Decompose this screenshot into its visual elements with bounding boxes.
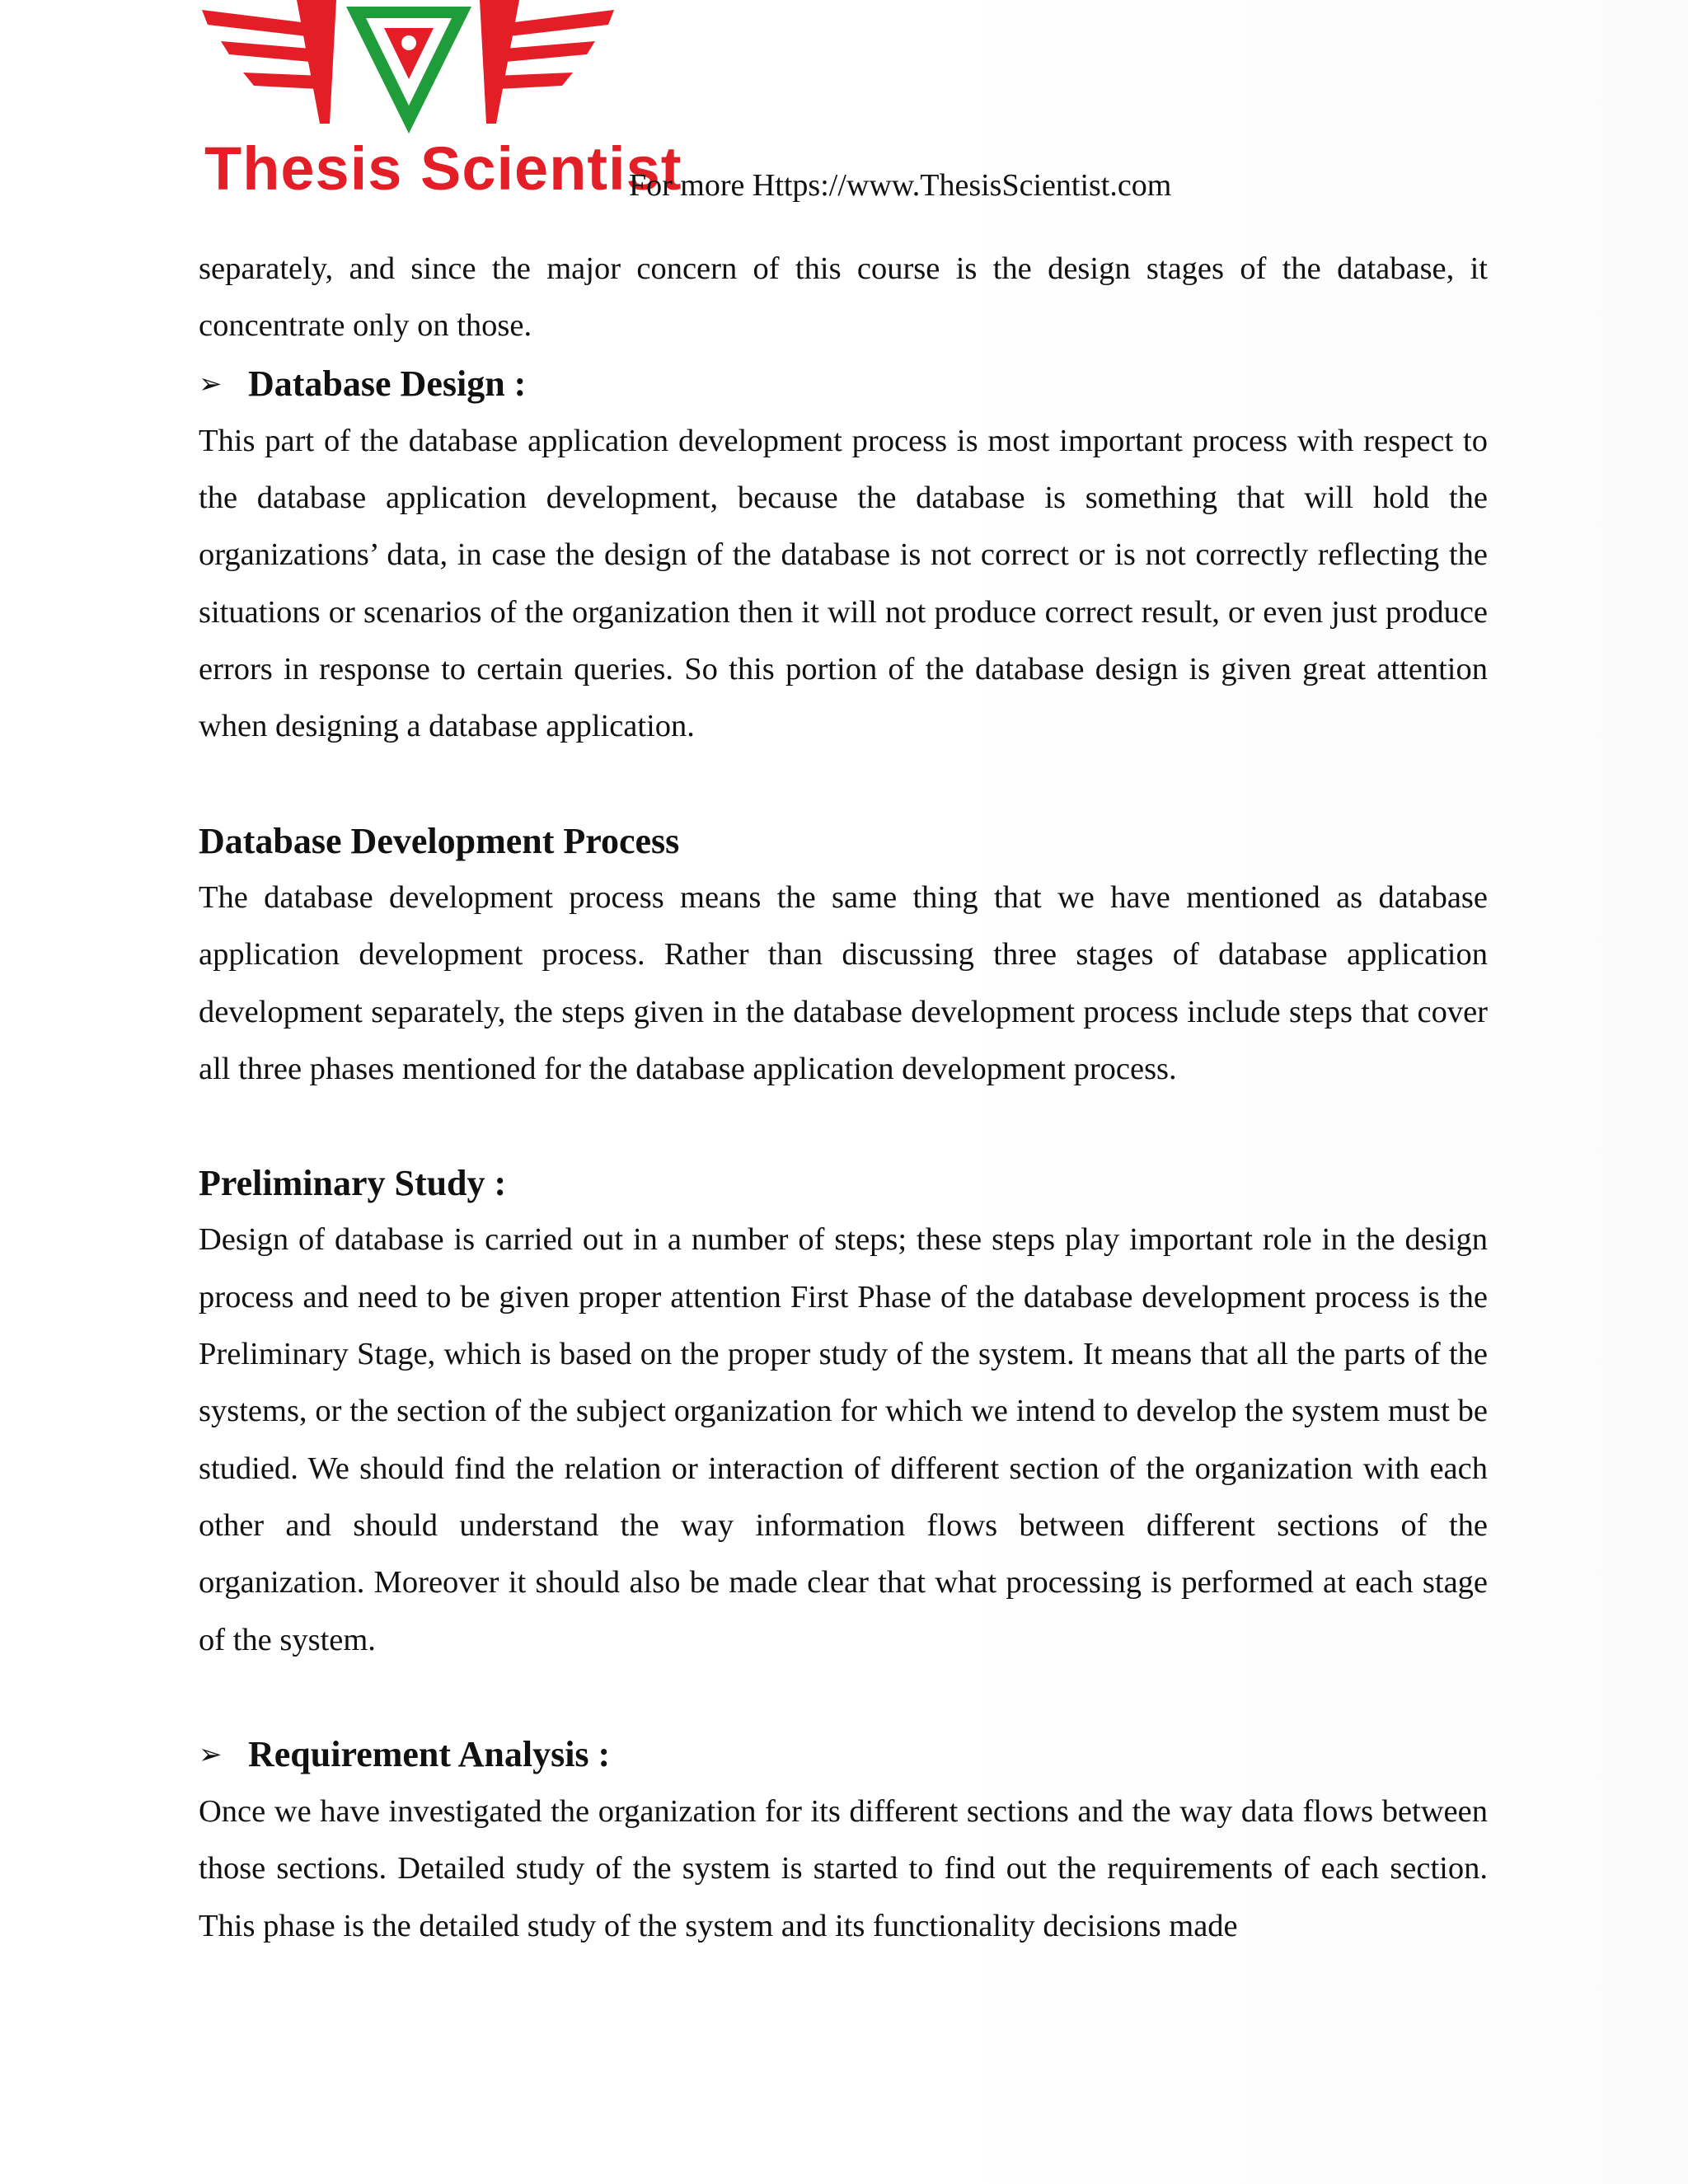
page-header bbox=[198, 0, 1517, 214]
bullet-arrow-icon: ➢ bbox=[199, 367, 223, 401]
bullet-arrow-icon: ➢ bbox=[199, 1737, 223, 1771]
paragraph-requirement-analysis: Once we have investigated the organization for its different sections and the way data flows between those sections. Detailed study of the system is started to find out the requirements of each section. This phase is the detailed study of the system and its functionality decisions made bbox=[199, 1794, 1488, 1943]
paragraph-database-development-process: The database development process means the same thing that we have mentioned as database application development process. Rather than discussing three stages of database application development separately, the steps given in the database development process include steps that cover all three phases mentioned for the database application development process. bbox=[199, 879, 1488, 1086]
paragraph-database-design: This part of the database application development process is most important process with respect to the database application development, because the database is something that will hold the organizations’ data, in case the design of the database is not correct or is not correctly reflecting the situations or scenarios of the organization then it will not produce correct result, or even just produce errors in response to certain queries. So this portion of the database design is given great attention when designing a database application. bbox=[199, 423, 1488, 744]
heading-database-development-process: Database Development Process bbox=[199, 820, 680, 861]
heading-text: Database Design : bbox=[248, 363, 527, 404]
spacer bbox=[199, 756, 1488, 813]
website-link[interactable]: For more Https://www.ThesisScientist.com bbox=[629, 168, 1172, 203]
paragraph-preliminary-study: Design of database is carried out in a number of steps; these steps play important role in the design process and need to be given proper attention First Phase of the database development process is the Preliminary Stage, which is based on the proper study of the system. It means that all the parts of the systems, or the section of the subject organization for which we intend to develop the system must be studied. We should find the relation or interaction of different section of the organization with each other and should understand the way information flows between different sections of the organization. Moreover it should also be made clear that what processing is performed at each stage of the system. bbox=[199, 1222, 1488, 1657]
thesis-scientist-logo bbox=[198, 0, 682, 210]
spacer bbox=[199, 1098, 1488, 1155]
heading-preliminary-study: Preliminary Study : bbox=[199, 1163, 507, 1204]
logo-emblem-icon bbox=[198, 0, 618, 140]
logo-wordmark: Thesis Scientist bbox=[204, 134, 682, 203]
document-body bbox=[199, 241, 1488, 1955]
paragraph-continuation: separately, and since the major concern of this course is the design stages of the database, it concentrate only on those. bbox=[199, 251, 1488, 344]
heading-database-design bbox=[199, 355, 1488, 413]
heading-requirement-analysis bbox=[199, 1726, 1488, 1783]
spacer bbox=[199, 1669, 1488, 1726]
heading-text: Requirement Analysis : bbox=[248, 1733, 611, 1774]
